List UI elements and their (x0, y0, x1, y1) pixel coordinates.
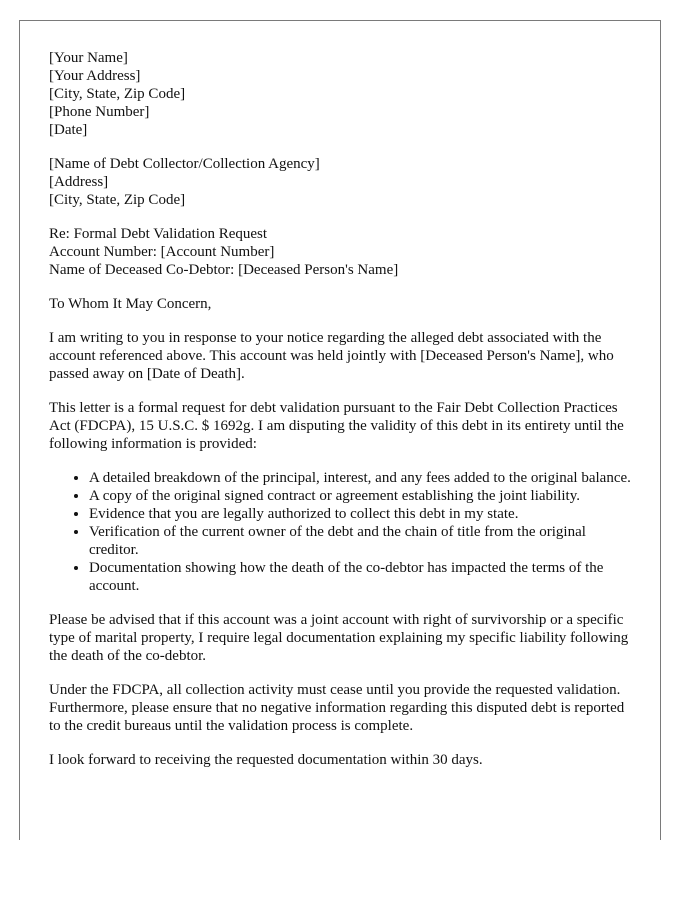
list-item: • A detailed breakdown of the principal, interest, and any fees added to the original balance. (89, 469, 639, 487)
requested-information-list (49, 469, 639, 595)
recipient-name: [Name of Debt Collector/Collection Agency] (49, 156, 320, 172)
recipient-block (49, 155, 639, 209)
fdcpa-paragraph: Under the FDCPA, all collection activity must cease until you provide the requested validation. Furthermore, please ensure that no negative information regarding this disputed debt is reported to the credit bureaus until the validation process is complete. (49, 682, 625, 734)
letter-page (19, 20, 661, 840)
recipient-address: [Address] (49, 174, 109, 190)
closing-paragraph: I look forward to receiving the requested documentation within 30 days. (49, 752, 483, 768)
deceased-co-debtor-line: Name of Deceased Co-Debtor: [Deceased Person's Name] (49, 262, 399, 278)
reference-block (49, 225, 639, 279)
letter-date: [Date] (49, 122, 88, 138)
letter-body (49, 49, 639, 785)
list-item: • Documentation showing how the death of the co-debtor has impacted the terms of the account. (89, 559, 639, 595)
sender-phone: [Phone Number] (49, 104, 150, 120)
account-number-line: Account Number: [Account Number] (49, 244, 275, 260)
sender-name: [Your Name] (49, 50, 128, 66)
sender-address: [Your Address] (49, 68, 141, 84)
sender-city-state-zip: [City, State, Zip Code] (49, 86, 186, 102)
list-item: • Evidence that you are legally authorized to collect this debt in my state. (89, 505, 639, 523)
subject-line: Re: Formal Debt Validation Request (49, 226, 268, 242)
survivorship-paragraph: Please be advised that if this account was a joint account with right of survivorship or a specific type of marital property, I require legal documentation explaining my specific liability following the death of the co-debtor. (49, 612, 629, 664)
list-item: • Verification of the current owner of the debt and the chain of title from the original creditor. (89, 523, 639, 559)
sender-block (49, 49, 639, 139)
intro-paragraph: I am writing to you in response to your notice regarding the alleged debt associated with the account referenced above. This account was held jointly with [Deceased Person's Name], who passed away on [Date of Death]. (49, 330, 614, 382)
validation-request-paragraph: This letter is a formal request for debt validation pursuant to the Fair Debt Collection Practices Act (FDCPA), 15 U.S.C. $ 1692g. I am disputing the validity of this debt in its entirety until the following information is provided: (49, 400, 624, 452)
salutation: To Whom It May Concern, (49, 296, 212, 312)
recipient-city-state-zip: [City, State, Zip Code] (49, 192, 186, 208)
list-item: • A copy of the original signed contract or agreement establishing the joint liability. (89, 487, 639, 505)
